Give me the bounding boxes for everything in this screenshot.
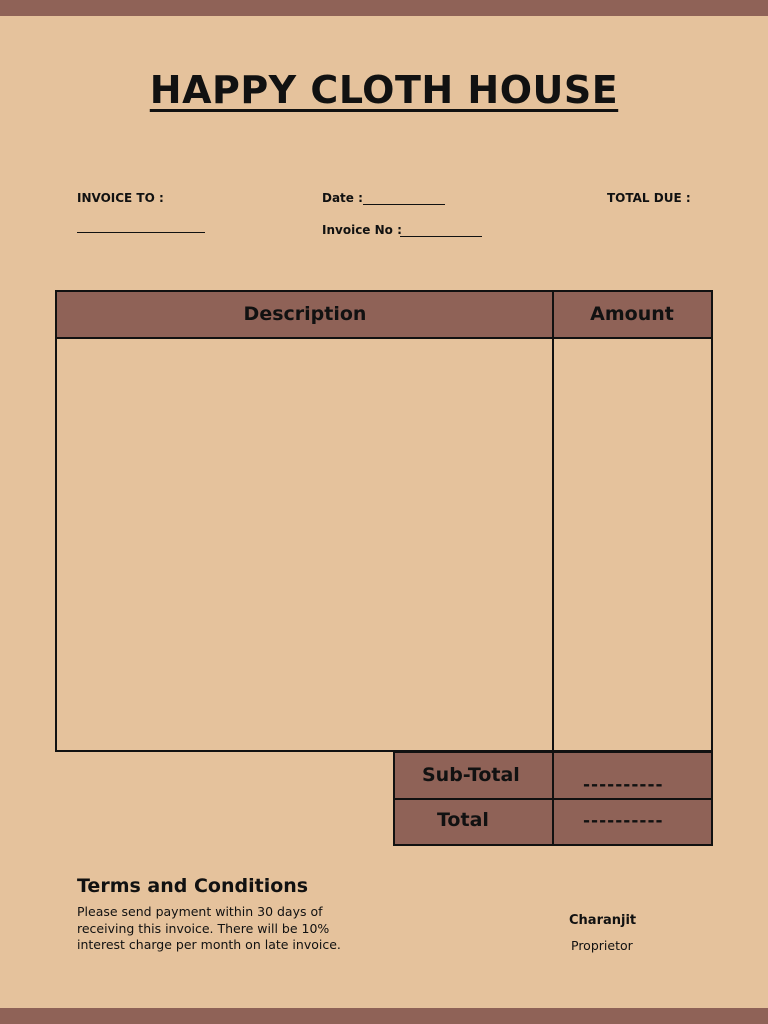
- invoice-no-blank: [400, 236, 482, 237]
- invoice-to-blank: [77, 232, 205, 233]
- signatory-role: Proprietor: [571, 938, 633, 953]
- bottom-band: [0, 1008, 768, 1024]
- items-table: [55, 290, 713, 752]
- date-blank: [363, 204, 445, 205]
- date-label: Date :: [322, 191, 363, 205]
- terms-text: Please send payment within 30 days of receiving this invoice. There will be 10% interest charge per month on late invoice.: [77, 904, 341, 952]
- top-band: [0, 0, 768, 16]
- invoice-no-label: Invoice No :: [322, 223, 402, 237]
- column-divider: [552, 292, 554, 750]
- page-title: [0, 68, 768, 112]
- company-name: HAPPY CLOTH HOUSE: [149, 68, 619, 112]
- terms-heading: Terms and Conditions: [77, 875, 309, 897]
- table-header: [57, 292, 711, 339]
- total-value: ----------: [583, 811, 664, 831]
- totals-column-divider: [552, 753, 554, 844]
- total-label: Total: [437, 809, 489, 831]
- description-header: Description: [243, 303, 367, 325]
- total-due-label: TOTAL DUE :: [607, 191, 691, 205]
- subtotal-label: Sub-Total: [422, 764, 520, 786]
- signatory-name: Charanjit: [569, 913, 637, 928]
- subtotal-value: ----------: [583, 775, 664, 795]
- amount-header: Amount: [590, 303, 674, 325]
- totals-box: [393, 751, 713, 846]
- invoice-to-label: INVOICE TO :: [77, 191, 164, 205]
